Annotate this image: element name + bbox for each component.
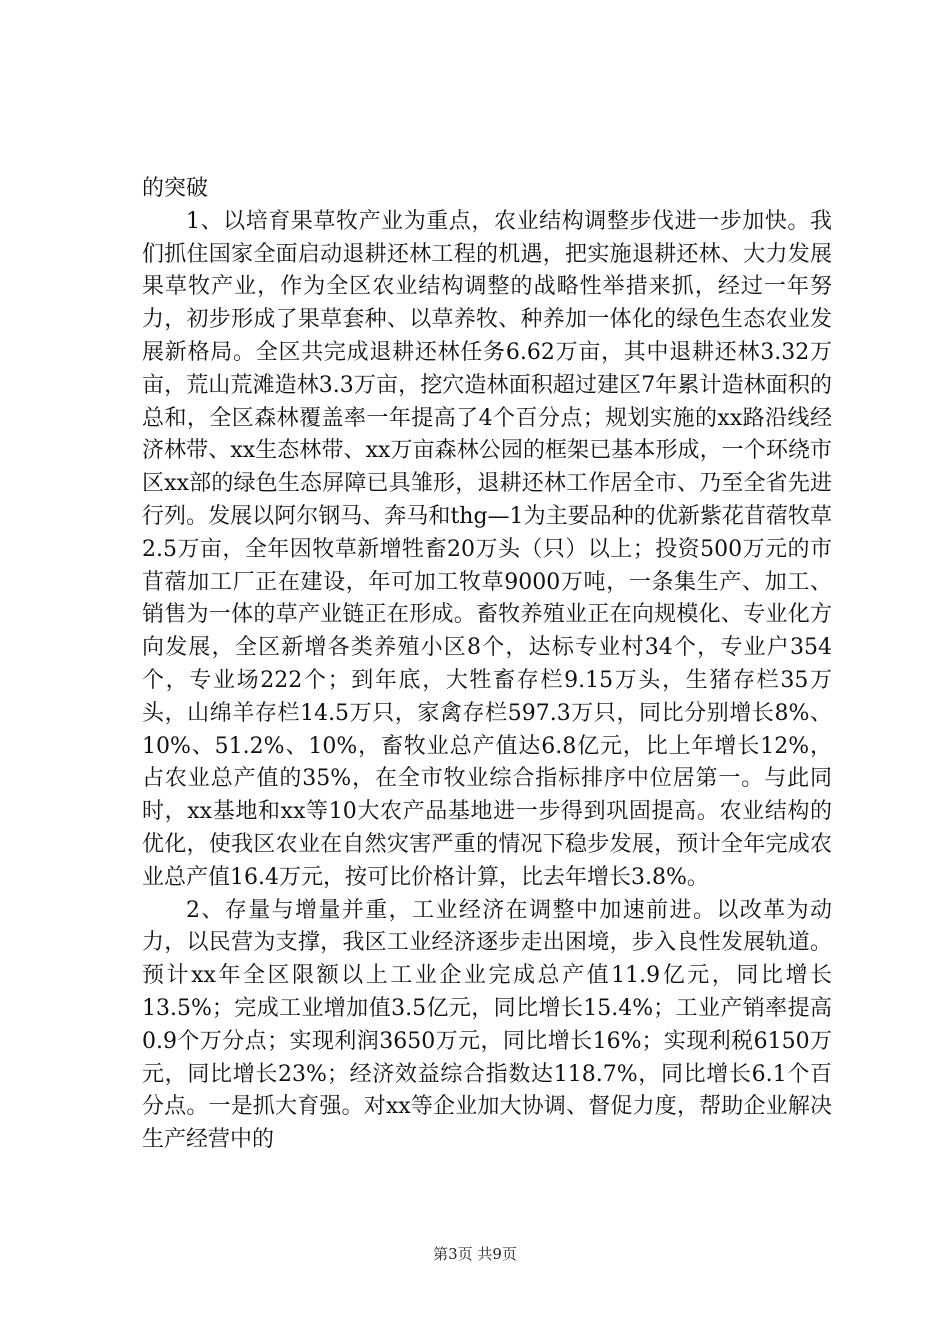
paragraph-agriculture: 1、以培育果草牧产业为重点，农业结构调整步伐进一步加快。我们抓住国家全面启动退耕还林工程的机遇，把实施退耕还林、大力发展果草牧产业，作为全区农业结构调整的战略性举措来抓，经过一年努力，初步形成了果草套种、以草养牧、种养加一体化的绿色生态农业发展新格局。全区共完成退耕还林任务6.62万亩，其中退耕还林3.32万亩，荒山荒滩造林3.3万亩，挖穴造林面积超过建区7年累计造林面积的总和，全区森林覆盖率一年提高了4个百分点；规划实施的xx路沿线经济林带、xx生态林带、xx万亩森林公园的框架已基本形成，一个环绕市区xx部的绿色生态屏障已具雏形，退耕还林工作居全市、乃至全省先进行列。发展以阿尔钢马、奔马和thg—1为主要品种的优新紫花苜蓿牧草2.5万亩，全年因牧草新增牲畜20万头（只）以上；投资500万元的市苜蓿加工厂正在建设，年可加工牧草9000万吨，一条集生产、加工、销售为一体的草产业链正在形成。畜牧养殖业正在向规模化、专业化方向发展，全区新增各类养殖小区8个，达标专业村34个，专业户354个，专业场222个；到年底，大牲畜存栏9.15万头，生猪存栏35万头，山绵羊存栏14.5万只，家禽存栏597.3万只，同比分别增长8%、10%、51.2%、10%，畜牧业总产值达6.8亿元，比上年增长12%，占农业总产值的35%，在全市牧业综合指标排序中位居第一。与此同时，xx基地和xx等10大农产品基地进一步得到巩固提高。农业结构的优化，使我区农业在自然灾害严重的情况下稳步发展，预计全年完成农业总产值16.4万元，按可比价格计算，比去年增长3.8%。 xyxy=(142,208,832,890)
document-body xyxy=(142,173,832,1157)
lead-line: 的突破 xyxy=(142,176,209,201)
paragraph-industry: 2、存量与增量并重，工业经济在调整中加速前进。以改革为动力，以民营为支撑，我区工业经济逐步走出困境，步入良性发展轨道。预计xx年全区限额以上工业企业完成总产值11.9亿元，同比增长13.5%；完成工业增加值3.5亿元，同比增长15.4%；工业产销率提高0.9个万分点；实现利润3650万元，同比增长16%；实现利税6150万元，同比增长23%；经济效益综合指数达118.7%，同比增长6.1个百分点。一是抓大育强。对xx等企业加大协调、督促力度，帮助企业解决生产经营中的 xyxy=(142,897,832,1153)
page-number-footer: 第3页 共9页 xyxy=(433,1245,517,1263)
